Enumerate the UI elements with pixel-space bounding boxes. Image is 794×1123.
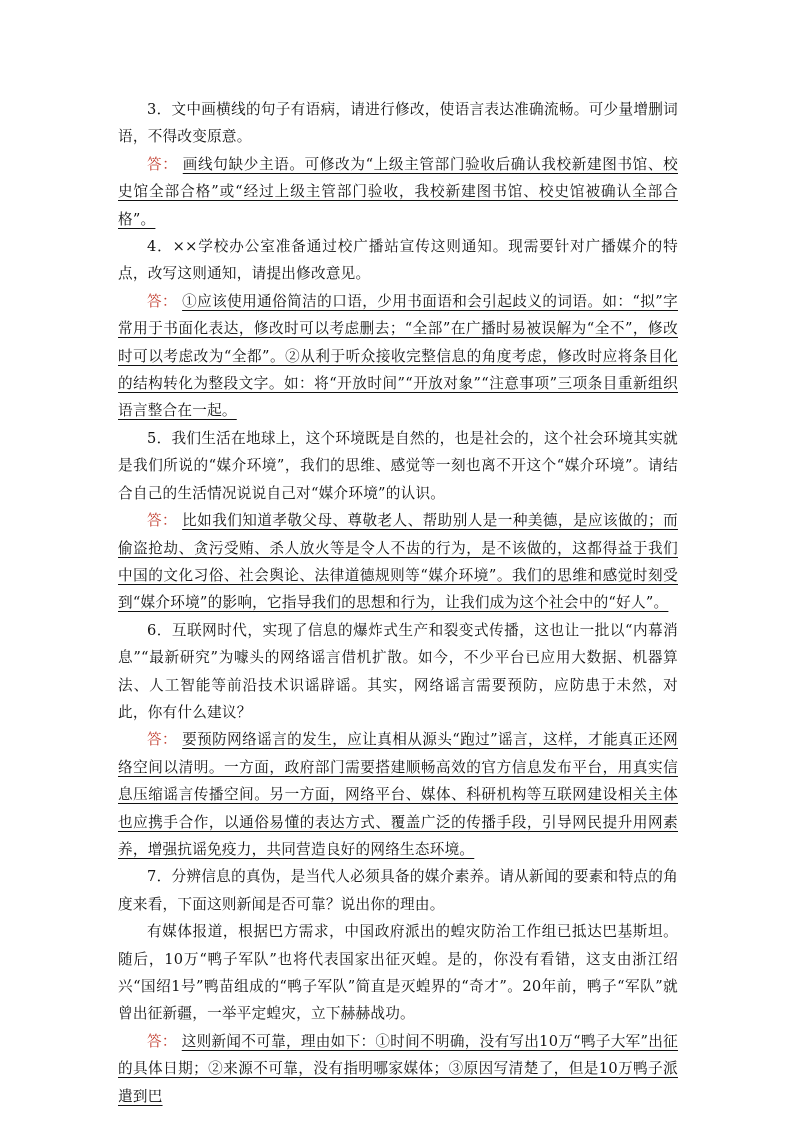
- answer-label: 答：: [147, 155, 178, 173]
- answer-label: 答：: [147, 1032, 177, 1050]
- question-7: 7．分辨信息的真伪，是当代人必须具备的媒介素养。请从新闻的要素和特点的角度来看，下面这则新闻是否可靠？说出你的理由。: [118, 868, 678, 913]
- answer-text: 画线句缺少主语。可修改为“上级主管部门验收后确认我校新建图书馆、校史馆全部合格”或“经过上级主管部门验收，我校新建图书馆、校史馆被确认全部合格”。: [118, 155, 678, 228]
- answer-6: [118, 726, 678, 863]
- answer-label: 答：: [147, 292, 178, 310]
- answer-text: 要预防网络谣言的发生，应让真相从源头“跑过”谣言，这样，才能真正还网络空间以清明。一方面，政府部门需要搭建顺畅高效的官方信息发布平台，用真实信息压缩谣言传播空间。另一方面，网络平台、媒体、科研机构等互联网建设相关主体也应携手合作，以通俗易懂的表达方式、覆盖广泛的传播手段，引导网民提升用网素养，增强抗谣免疫力，共同营造良好的网络生态环境。: [118, 731, 678, 858]
- question-5: 5．我们生活在地球上，这个环境既是自然的，也是社会的，这个社会环境其实就是我们所说的“媒介环境”，我们的思维、感觉等一刻也离不开这个“媒介环境”。请结合自己的生活情况说说自己对“媒介环境”的认识。: [118, 429, 678, 502]
- answer-text: ①应该使用通俗简洁的口语，少用书面语和会引起歧义的词语。如：“拟”字常用于书面化表达，修改时可以考虑删去；“全部”在广播时易被误解为“全不”，修改时可以考虑改为“全都”。②从利于听众接收完整信息的角度考虑，修改时应将条目化的结构转化为整段文字。如：将“开放时间”“开放对象”“注意事项”三项条目重新组织语言整合在一起。: [118, 292, 678, 420]
- answer-label: 答：: [147, 731, 178, 749]
- answer-3: [118, 151, 678, 233]
- answer-5: [118, 507, 678, 617]
- question-4: 4．××学校办公室准备通过校广播站宣传这则通知。现需要针对广播媒介的特点，改写这则通知，请提出修改意见。: [118, 238, 678, 283]
- document-page: [118, 96, 678, 1110]
- answer-7: [118, 1028, 678, 1110]
- news-passage: 有媒体报道，根据巴方需求，中国政府派出的蝗灾防治工作组已抵达巴基斯坦。随后，10万“鸭子军队”也将代表国家出征灭蝗。是的，你没有看错，这支由浙江绍兴“国绍1号”鸭苗组成的“鸭子军队”简直是灭蝗界的“奇才”。20年前，鸭子“军队”就曾出征新疆，一举平定蝗灾，立下赫赫战功。: [118, 923, 678, 1023]
- answer-4: [118, 288, 678, 425]
- question-6: 6．互联网时代，实现了信息的爆炸式生产和裂变式传播，这也让一批以“内幕消息”“最新研究”为噱头的网络谣言借机扩散。如今，不少平台已应用大数据、机器算法、人工智能等前沿技术识谣辟谣。其实，网络谣言需要预防，应防患于未然，对此，你有什么建议？: [118, 621, 678, 721]
- answer-text: 这则新闻不可靠，理由如下：①时间不明确，没有写出10万“鸭子大军”出征的具体日期；②来源不可靠，没有指明哪家媒体；③原因写清楚了，但是10万鸭子派遣到巴: [118, 1032, 679, 1105]
- answer-label: 答：: [147, 512, 178, 530]
- question-3: 3．文中画横线的句子有语病，请进行修改，使语言表达准确流畅。可少量增删词语，不得改变原意。: [118, 101, 678, 146]
- answer-text: 比如我们知道孝敬父母、尊敬老人、帮助别人是一种美德，是应该做的；而偷盗抢劫、贪污受贿、杀人放火等是令人不齿的行为，是不该做的，这都得益于我们中国的文化习俗、社会舆论、法律道德规则等“媒介环境”。我们的思维和感觉时刻受到“媒介环境”的影响，它指导我们的思想和行为，让我们成为这个社会中的“好人”。: [118, 512, 678, 612]
